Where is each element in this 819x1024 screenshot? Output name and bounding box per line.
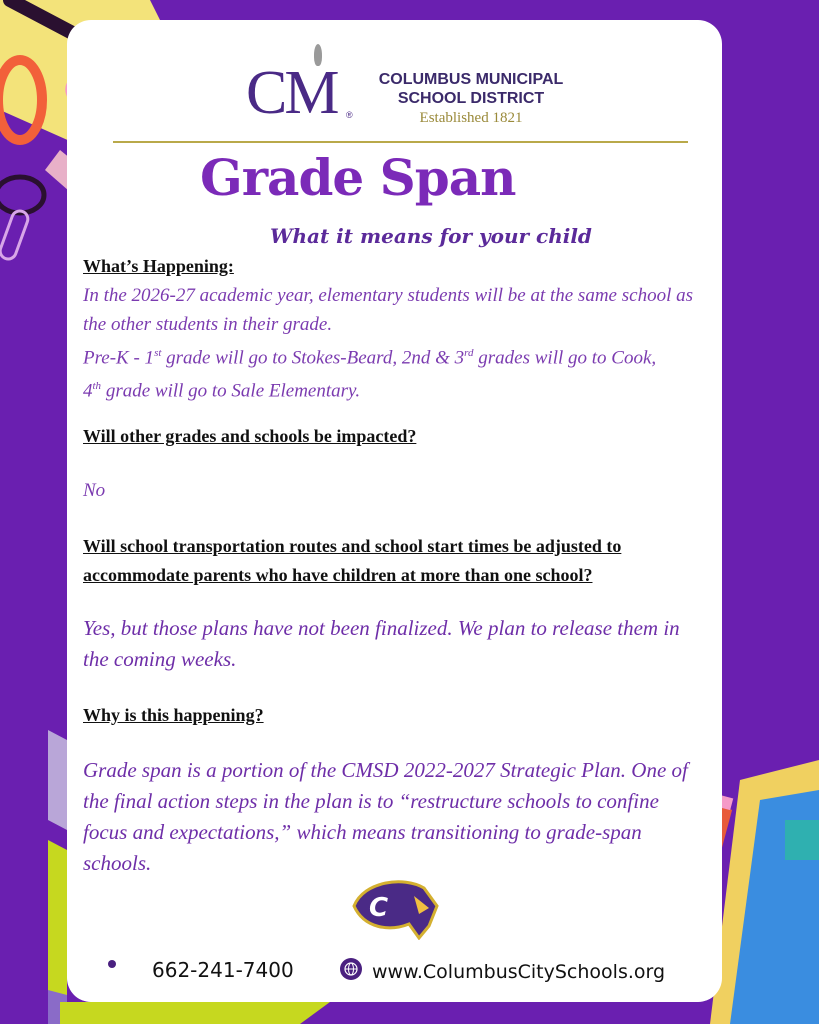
established-text: Established 1821 <box>419 110 523 126</box>
answer-happening <box>83 281 708 406</box>
globe-icon <box>340 958 362 980</box>
page-title: Grade Span <box>200 148 516 207</box>
logo-initials: CM <box>246 59 337 127</box>
footer-phone: 662-241-7400 <box>152 958 294 982</box>
district-name-line2: SCHOOL DISTRICT <box>397 90 545 107</box>
answer-happening-line1: In the 2026-27 academic year, elementary students will be at the same school as the other students in their grade. <box>83 285 693 335</box>
question-impacted: Will other grades and schools be impacted? <box>83 426 417 446</box>
footer-website-link[interactable]: www.ColumbusCitySchools.org <box>372 961 666 983</box>
answer-impacted: No <box>83 480 106 501</box>
mascot-letter: C <box>369 893 389 923</box>
answer-why: Grade span is a portion of the CMSD 2022-2027 Strategic Plan. One of the final action steps in the plan is to “restructure schools to confine focus and expectations,” which means transitioning to grade-span schools. <box>83 758 688 875</box>
page-subtitle: What it means for your child <box>270 224 592 248</box>
district-name <box>366 70 576 108</box>
phone-icon <box>108 960 116 968</box>
district-name-line1: COLUMBUS MUNICIPAL <box>378 71 564 88</box>
district-logo <box>246 52 586 132</box>
question-why: Why is this happening? <box>83 705 264 725</box>
mascot-logo <box>349 876 439 940</box>
answer-happening-line3: 4th grade will go to Sale Elementary. <box>83 380 361 402</box>
header-divider <box>113 141 688 143</box>
question-transport: Will school transportation routes and school start times be adjusted to accommodate parents who have children at more than one school? <box>83 536 622 585</box>
answer-transport: Yes, but those plans have not been finalized. We plan to release them in the coming weeks. <box>83 616 680 671</box>
answer-happening-line2: Pre-K - 1st grade will go to Stokes-Beard, 2nd & 3rd grades will go to Cook, <box>83 347 657 369</box>
registered-mark: ® <box>346 110 353 120</box>
question-happening: What’s Happening: <box>83 256 234 276</box>
